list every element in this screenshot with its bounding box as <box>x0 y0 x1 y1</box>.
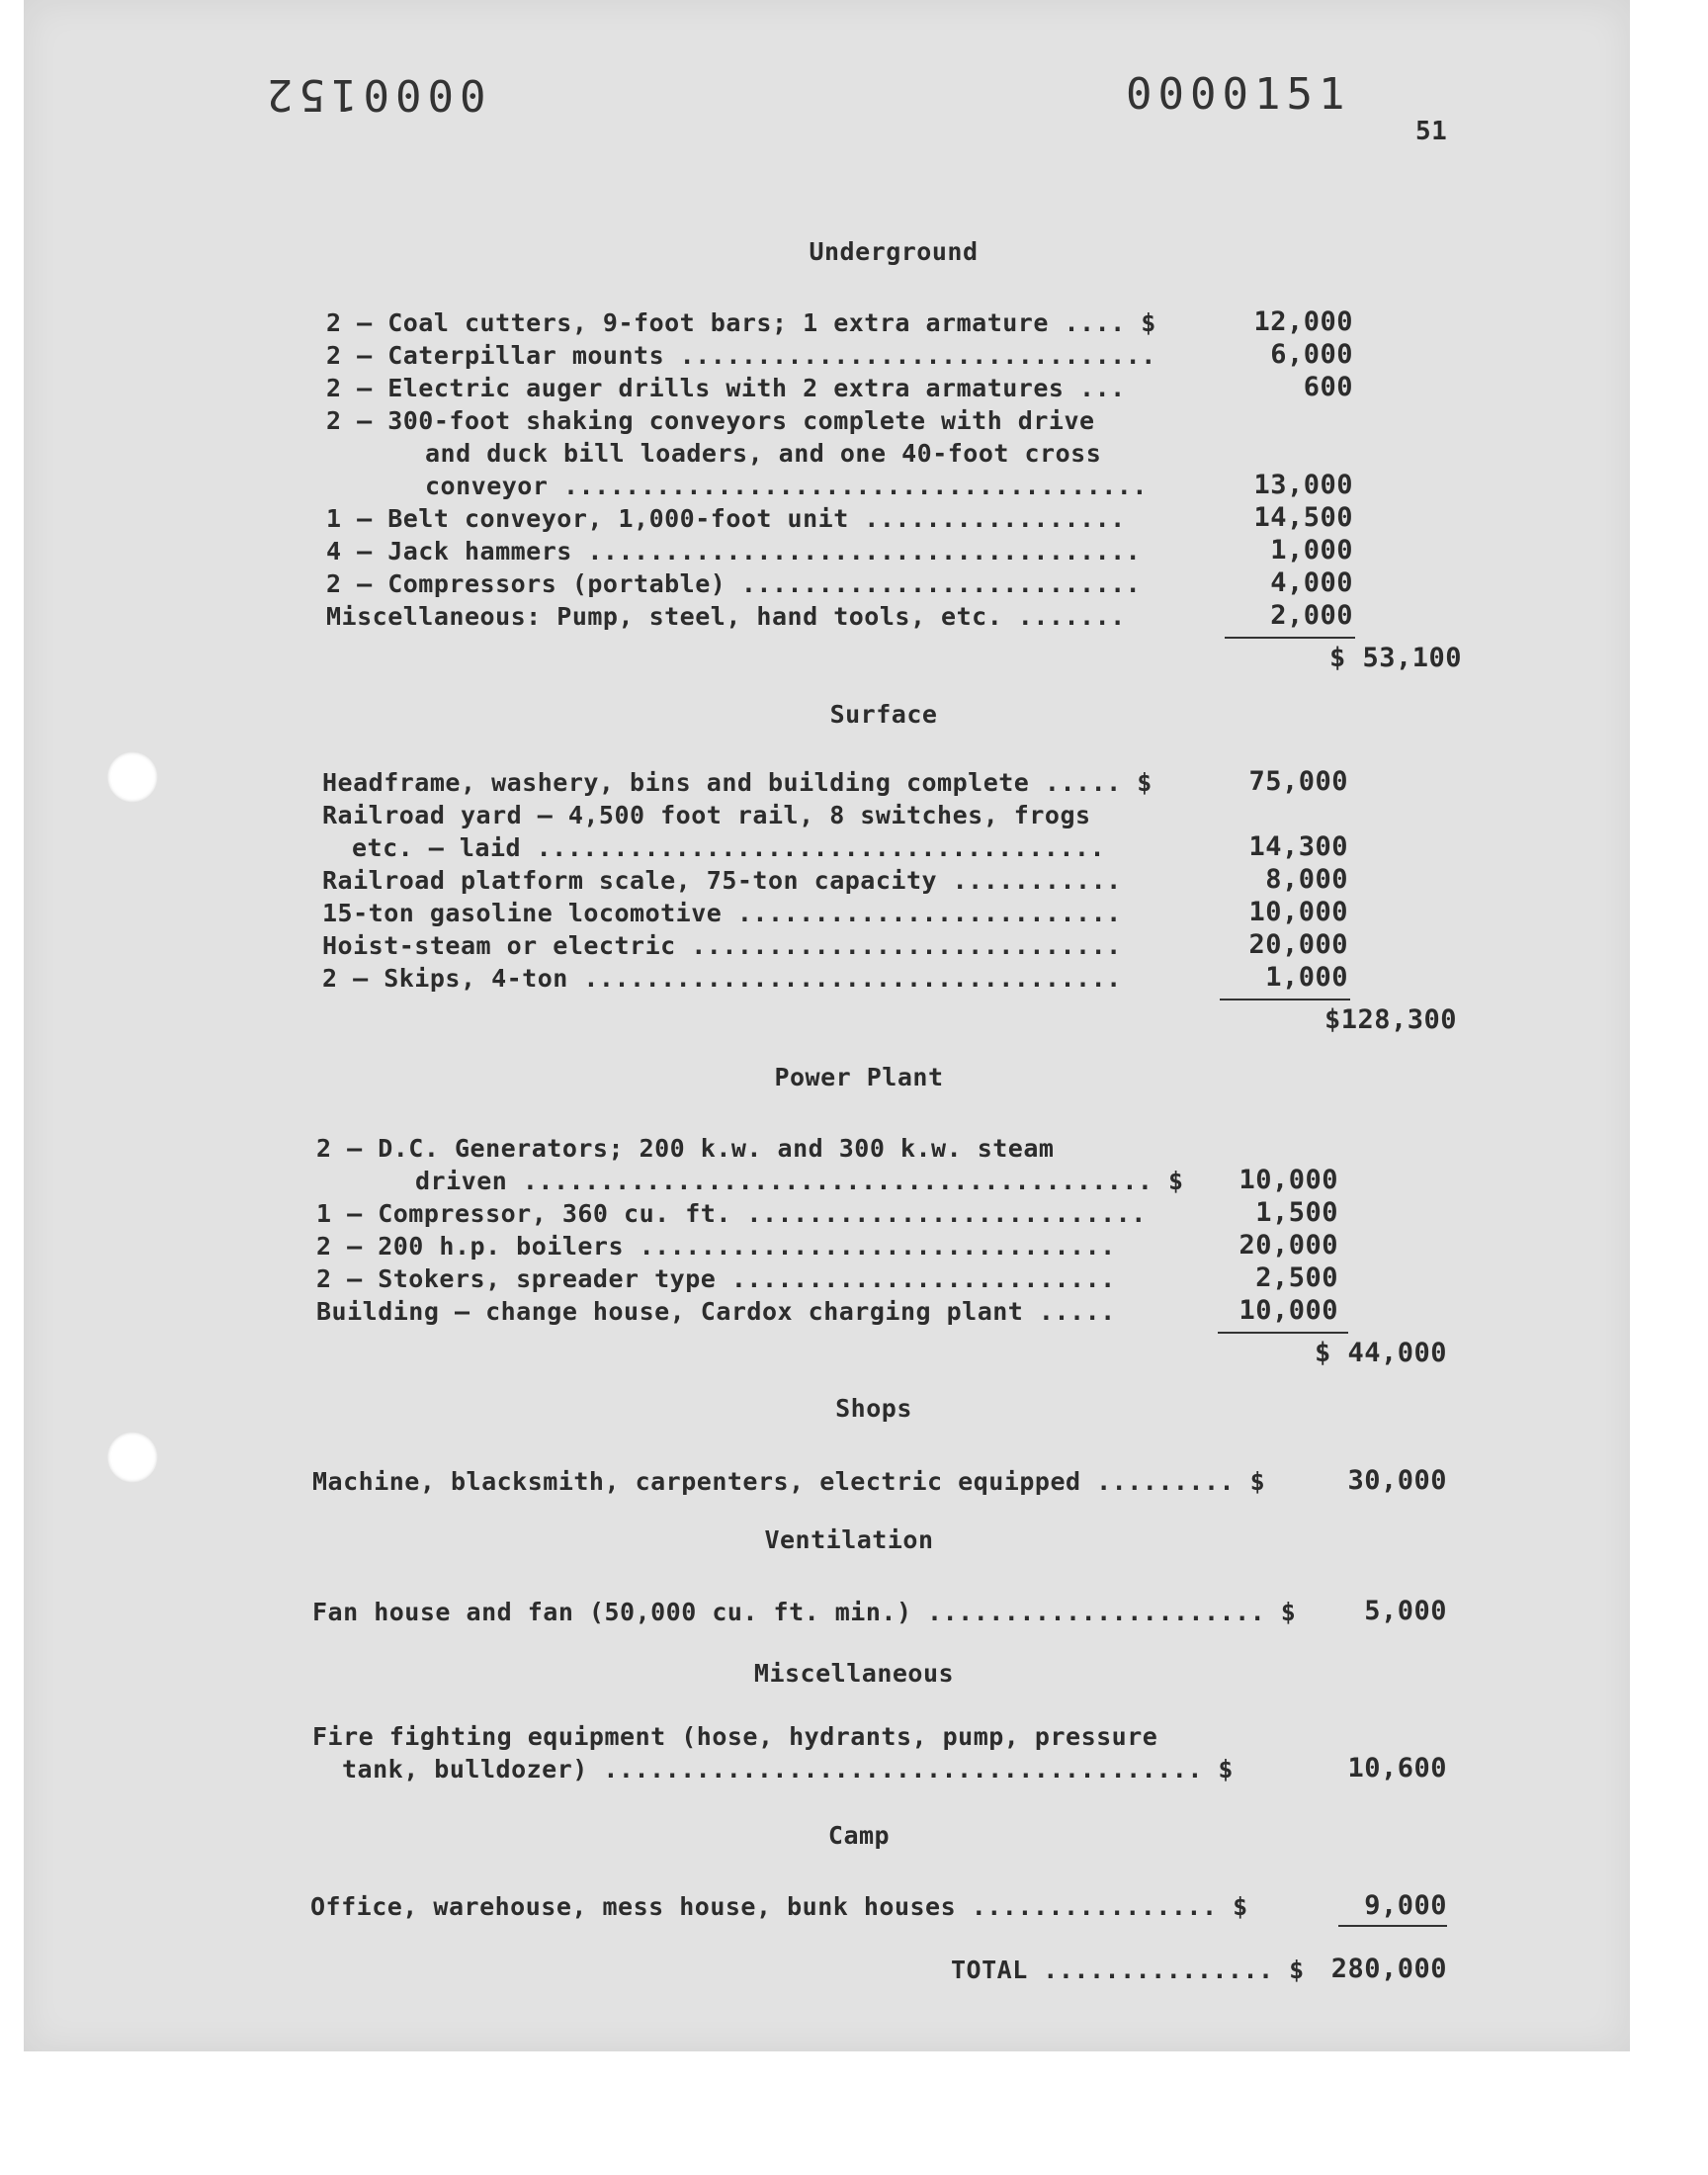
line-item: Railroad platform scale, 75-ton capacity ........... <box>322 866 1122 895</box>
line-amount: 14,300 <box>1248 831 1348 862</box>
line-item: 2 — Skips, 4-ton ................................... <box>322 964 1122 993</box>
section-title-power-plant: Power Plant <box>774 1063 944 1091</box>
line-amount: 6,000 <box>1270 339 1353 370</box>
subtotal-rule <box>1220 999 1350 1000</box>
section-title-ventilation: Ventilation <box>764 1525 934 1554</box>
punch-hole-bottom <box>107 1432 158 1483</box>
line-item: 2 — Caterpillar mounts ............................... <box>326 341 1156 370</box>
line-item: Hoist-steam or electric ............................ <box>322 931 1122 960</box>
total-rule <box>1338 1925 1447 1927</box>
line-amount: 10,000 <box>1248 897 1348 927</box>
line-amount: 4,000 <box>1270 567 1353 598</box>
line-item: Miscellaneous: Pump, steel, hand tools, etc. ....... <box>326 602 1126 631</box>
line-item: 4 — Jack hammers .................................... <box>326 537 1142 566</box>
line-amount: 1,000 <box>1270 535 1353 566</box>
line-item: Railroad yard — 4,500 foot rail, 8 switches, frogs <box>322 801 1091 829</box>
line-item: Fan house and fan (50,000 cu. ft. min.) ...................... $ <box>312 1598 1297 1626</box>
line-amount: 10,600 <box>1347 1753 1447 1784</box>
subtotal-surface: $128,300 <box>1324 1004 1457 1035</box>
line-amount: 8,000 <box>1265 864 1348 895</box>
section-title-surface: Surface <box>829 700 938 729</box>
line-amount: 2,500 <box>1255 1262 1338 1293</box>
line-amount: 600 <box>1303 372 1353 402</box>
line-amount: 14,500 <box>1253 502 1353 533</box>
line-item-continued: tank, bulldozer) ....................................... $ <box>342 1755 1234 1784</box>
line-amount: 30,000 <box>1347 1465 1447 1496</box>
line-item: Headframe, washery, bins and building complete ..... $ <box>322 768 1153 797</box>
subtotal-underground: $ 53,100 <box>1328 643 1462 673</box>
line-amount: 10,000 <box>1238 1165 1338 1195</box>
line-item: 2 — 300-foot shaking conveyors complete with drive <box>326 406 1095 435</box>
line-item: 2 — Compressors (portable) .......................... <box>326 569 1142 598</box>
total-amount: 280,000 <box>1330 1954 1447 1984</box>
line-item: Office, warehouse, mess house, bunk houses ................ $ <box>310 1892 1248 1921</box>
line-item: 2 — Electric auger drills with 2 extra armatures ... <box>326 374 1126 402</box>
document-page <box>24 0 1630 2051</box>
subtotal-rule <box>1225 637 1355 639</box>
line-item: 2 — D.C. Generators; 200 k.w. and 300 k.w. steam <box>316 1134 1055 1163</box>
line-item: 2 — Stokers, spreader type ......................... <box>316 1264 1116 1293</box>
line-item: 15-ton gasoline locomotive ......................... <box>322 899 1122 927</box>
line-amount: 12,000 <box>1253 306 1353 337</box>
line-item-continued: conveyor ...................................... <box>425 472 1148 500</box>
line-item: Machine, blacksmith, carpenters, electric equipped ......... $ <box>312 1467 1266 1496</box>
subtotal-rule <box>1218 1332 1348 1334</box>
line-item-continued: and duck bill loaders, and one 40-foot cross <box>425 439 1102 468</box>
line-item: 1 — Belt conveyor, 1,000-foot unit ................. <box>326 504 1126 533</box>
line-item: 1 — Compressor, 360 cu. ft. .......................... <box>316 1199 1147 1228</box>
section-title-shops: Shops <box>835 1394 912 1423</box>
line-amount: 10,000 <box>1238 1295 1338 1326</box>
line-amount: 2,000 <box>1270 600 1353 631</box>
section-title-miscellaneous: Miscellaneous <box>753 1659 955 1688</box>
line-item: Fire fighting equipment (hose, hydrants, pump, pressure <box>312 1722 1158 1751</box>
line-item-continued: driven ......................................... $ <box>415 1167 1184 1195</box>
page-number: 51 <box>1415 117 1448 146</box>
section-title-underground: Underground <box>809 237 979 266</box>
line-amount: 5,000 <box>1364 1596 1447 1626</box>
line-amount: 20,000 <box>1248 929 1348 960</box>
line-item: Building — change house, Cardox charging plant ..... <box>316 1297 1116 1326</box>
line-amount: 20,000 <box>1238 1230 1338 1261</box>
section-title-camp: Camp <box>827 1821 891 1850</box>
total-label: TOTAL ............... $ <box>951 1956 1305 1984</box>
line-amount: 1,000 <box>1265 962 1348 993</box>
stamp-number-left: 0000152 <box>261 69 486 120</box>
stamp-number-right: 0000151 <box>1126 69 1351 120</box>
line-item: 2 — 200 h.p. boilers ............................... <box>316 1232 1116 1261</box>
line-amount: 1,500 <box>1255 1197 1338 1228</box>
punch-hole-top <box>107 751 158 803</box>
subtotal-power-plant: $ 44,000 <box>1314 1338 1447 1368</box>
line-item: 2 — Coal cutters, 9-foot bars; 1 extra armature .... $ <box>326 308 1156 337</box>
line-amount: 13,000 <box>1253 470 1353 500</box>
line-amount: 9,000 <box>1364 1890 1447 1921</box>
line-amount: 75,000 <box>1248 766 1348 797</box>
line-item-continued: etc. — laid ..................................... <box>352 833 1106 862</box>
